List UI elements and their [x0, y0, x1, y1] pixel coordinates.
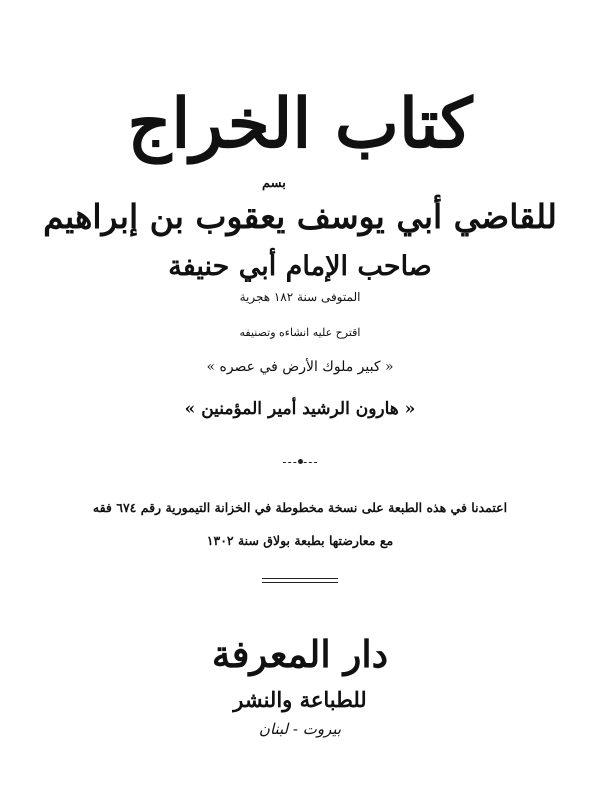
basmala-mark: بسم [262, 176, 286, 191]
ornament-dot [298, 459, 303, 464]
companion-line: صاحب الإمام أبي حنيفة [168, 251, 432, 282]
greatest-king-line: « كبير ملوك الأرض في عصره » [206, 359, 394, 375]
publisher-name: دار المعرفة [211, 632, 389, 676]
double-rule [262, 578, 338, 583]
death-date: المتوفى سنة ١٨٢ هجرية [239, 290, 361, 304]
suggested-line: اقترح عليه انشاءه وتصنيفه [239, 326, 361, 339]
edition-note-2: مع معارضتها بطبعة بولاق سنة ١٣٠٢ [206, 533, 394, 548]
publisher-subtitle: للطباعة والنشر [233, 687, 367, 712]
publisher-city: بيروت - لبنان [258, 720, 342, 738]
harun-line: « هارون الرشيد أمير المؤمنين » [184, 399, 416, 419]
edition-note-1: اعتمدنا في هذه الطبعة على نسخة مخطوطة في الخزانة التيمورية رقم ٦٧٤ فقه [92, 500, 508, 515]
book-title: كتاب الخراج [127, 84, 473, 164]
author-line: للقاضي أبي يوسف يعقوب بن إبراهيم [43, 197, 557, 236]
